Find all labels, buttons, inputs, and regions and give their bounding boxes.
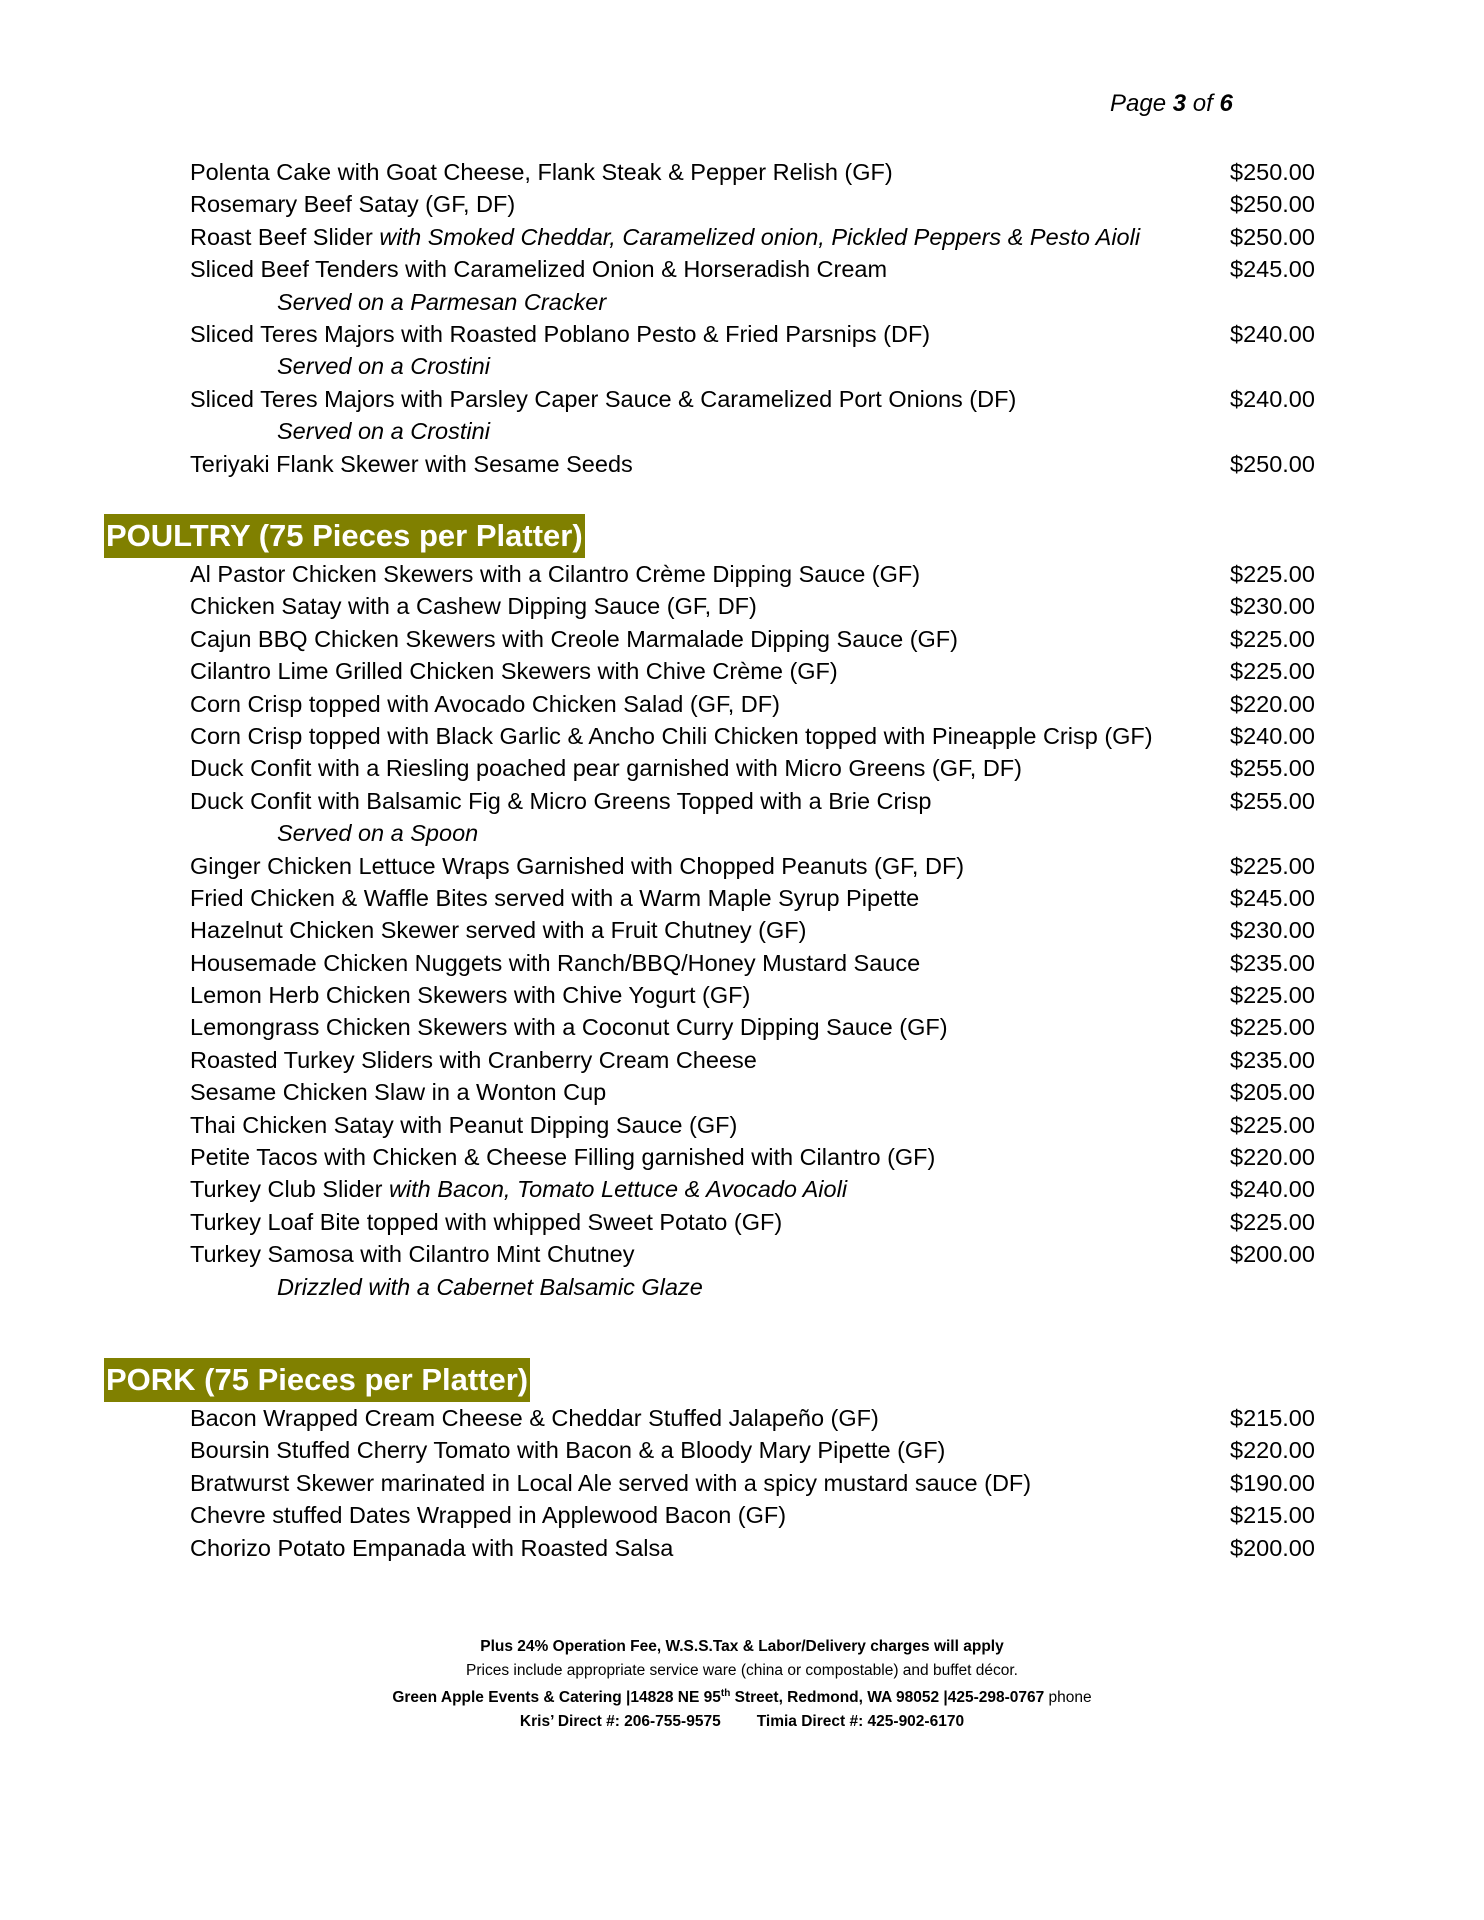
menu-item [190, 448, 1330, 480]
menu-item-price: $240.00 [1230, 1176, 1315, 1203]
menu-item [190, 1109, 1330, 1141]
footer-fees-note: Plus 24% Operation Fee, W.S.S.Tax & Labor/Delivery charges will apply [480, 1638, 1004, 1655]
menu-item [190, 785, 1330, 817]
page-label: Page [1110, 90, 1167, 117]
menu-item-name: Boursin Stuffed Cherry Tomato with Bacon & a Bloody Mary Pipette (GF) [190, 1437, 946, 1464]
poultry-section-heading: POULTRY (75 Pieces per Platter) [104, 514, 585, 558]
menu-item-price: $220.00 [1230, 1437, 1315, 1464]
menu-item-name: Petite Tacos with Chicken & Cheese Filling garnished with Cilantro (GF) [190, 1144, 936, 1171]
menu-item-price: $245.00 [1230, 884, 1315, 911]
menu-item [190, 1434, 1330, 1466]
menu-item-name: Corn Crisp topped with Black Garlic & Ancho Chili Chicken topped with Pineapple Crisp (GF) [190, 722, 1153, 749]
menu-item-name: Fried Chicken & Waffle Bites served with a Warm Maple Syrup Pipette [190, 884, 920, 911]
menu-item [190, 1076, 1330, 1108]
menu-item-name: Teriyaki Flank Skewer with Sesame Seeds [190, 450, 633, 477]
menu-item-price: $200.00 [1230, 1534, 1315, 1561]
menu-item [190, 655, 1330, 687]
menu-item-price: $220.00 [1230, 1144, 1315, 1171]
serving-note-text: Served on a Spoon [277, 820, 479, 847]
menu-item-name: Sliced Teres Majors with Roasted Poblano Pesto & Fried Parsnips (DF) [190, 320, 931, 347]
menu-item-name: Chevre stuffed Dates Wrapped in Applewood Bacon (GF) [190, 1502, 787, 1529]
footer-address: Green Apple Events & Catering |14828 NE 95th Street, Redmond, WA 98052 |425-298-0767 phone [392, 1688, 1092, 1707]
menu-item-price: $200.00 [1230, 1241, 1315, 1268]
footer-direct-numbers: Kris’ Direct #: 206-755-9575 Timia Direct #: 425-902-6170 [519, 1712, 965, 1730]
menu-item-name: Housemade Chicken Nuggets with Ranch/BBQ/Honey Mustard Sauce [190, 949, 921, 976]
menu-item-price: $225.00 [1230, 561, 1315, 587]
menu-item-price: $230.00 [1230, 593, 1315, 620]
menu-item-price: $225.00 [1230, 852, 1315, 879]
menu-item [190, 914, 1330, 946]
menu-item-name: Turkey Samosa with Cilantro Mint Chutney [190, 1241, 635, 1268]
menu-item-price: $245.00 [1230, 256, 1315, 283]
menu-item-name: Hazelnut Chicken Skewer served with a Fruit Chutney (GF) [190, 917, 807, 944]
menu-item [190, 318, 1330, 350]
poultry-item-list [190, 558, 1330, 1303]
menu-item-price: $240.00 [1230, 320, 1315, 347]
footer [0, 1635, 1484, 1733]
page-number [1110, 90, 1233, 118]
menu-item-name: Duck Confit with a Riesling poached pear garnished with Micro Greens (GF, DF) [190, 755, 1022, 782]
menu-item-price: $240.00 [1230, 385, 1315, 412]
menu-item-price: $235.00 [1230, 949, 1315, 976]
menu-item [190, 623, 1330, 655]
menu-item-name: Lemongrass Chicken Skewers with a Coconut Curry Dipping Sauce (GF) [190, 1014, 948, 1041]
item-serving-note [190, 817, 1330, 849]
menu-item-name: Cilantro Lime Grilled Chicken Skewers with Chive Crème (GF) [190, 658, 838, 685]
pork-item-list [190, 1402, 1330, 1564]
footer-service-note: Prices include appropriate service ware (china or compostable) and buffet décor. [466, 1661, 1018, 1679]
menu-item-name: Chorizo Potato Empanada with Roasted Salsa [190, 1534, 674, 1561]
menu-item-name: Duck Confit with Balsamic Fig & Micro Greens Topped with a Brie Crisp [190, 787, 932, 814]
menu-item-name: Sliced Beef Tenders with Caramelized Onion & Horseradish Cream [190, 256, 888, 283]
menu-item-price: $255.00 [1230, 787, 1315, 814]
menu-item-price: $215.00 [1230, 1502, 1315, 1529]
menu-item [190, 156, 1330, 188]
menu-item-price: $230.00 [1230, 917, 1315, 944]
menu-item-name: Lemon Herb Chicken Skewers with Chive Yogurt (GF) [190, 982, 751, 1009]
menu-item [190, 882, 1330, 914]
serving-note-text: Drizzled with a Cabernet Balsamic Glaze [277, 1273, 703, 1300]
menu-item-price: $250.00 [1230, 450, 1315, 477]
menu-item-price: $225.00 [1230, 1208, 1315, 1235]
menu-item-name: Polenta Cake with Goat Cheese, Flank Steak & Pepper Relish (GF) [190, 159, 893, 185]
menu-item [190, 947, 1330, 979]
menu-item [190, 558, 1330, 590]
menu-item-price: $225.00 [1230, 658, 1315, 685]
menu-item-description: with Bacon, Tomato Lettuce & Avocado Aioli [388, 1176, 848, 1203]
menu-item-price: $225.00 [1230, 1014, 1315, 1041]
serving-note-text: Served on a Crostini [277, 353, 490, 380]
menu-item-price: $220.00 [1230, 690, 1315, 717]
menu-item [190, 1011, 1330, 1043]
beef-item-list [190, 156, 1330, 480]
menu-item [190, 1402, 1330, 1434]
menu-item [190, 1238, 1330, 1270]
menu-item-description: with Smoked Cheddar, Caramelized onion, Pickled Peppers & Pesto Aioli [379, 223, 1141, 250]
menu-item [190, 383, 1330, 415]
menu-item [190, 221, 1330, 253]
menu-item [190, 1044, 1330, 1076]
menu-item [190, 1532, 1330, 1564]
page-of: of [1192, 90, 1213, 117]
menu-item-price: $235.00 [1230, 1046, 1315, 1073]
serving-note-text: Served on a Crostini [277, 418, 490, 445]
menu-item-name: Roast Beef Slider with Smoked Cheddar, Caramelized onion, Pickled Peppers & Pesto Aioli [190, 223, 1141, 250]
menu-item-name: Sliced Teres Majors with Parsley Caper Sauce & Caramelized Port Onions (DF) [190, 385, 1017, 412]
menu-item-price: $250.00 [1230, 191, 1315, 218]
page-total: 6 [1219, 90, 1233, 117]
menu-item-price: $250.00 [1230, 223, 1315, 250]
menu-item-name: Turkey Club Slider with Bacon, Tomato Lettuce & Avocado Aioli [190, 1176, 848, 1203]
menu-item [190, 720, 1330, 752]
page-current: 3 [1172, 90, 1187, 117]
menu-item-price: $250.00 [1230, 159, 1315, 185]
menu-item [190, 850, 1330, 882]
menu-item-name: Al Pastor Chicken Skewers with a Cilantro Crème Dipping Sauce (GF) [190, 561, 921, 587]
menu-item-name: Turkey Loaf Bite topped with whipped Sweet Potato (GF) [190, 1208, 783, 1235]
menu-item-name: Ginger Chicken Lettuce Wraps Garnished with Chopped Peanuts (GF, DF) [190, 852, 965, 879]
menu-item-name: Roasted Turkey Sliders with Cranberry Cream Cheese [190, 1046, 757, 1073]
serving-note-text: Served on a Parmesan Cracker [277, 288, 607, 315]
menu-item-name: Thai Chicken Satay with Peanut Dipping Sauce (GF) [190, 1111, 738, 1138]
menu-item [190, 688, 1330, 720]
menu-item-price: $225.00 [1230, 625, 1315, 652]
item-serving-note [190, 350, 1330, 382]
menu-item-price: $205.00 [1230, 1079, 1315, 1106]
menu-item [190, 1206, 1330, 1238]
menu-item [190, 590, 1330, 622]
menu-item-price: $225.00 [1230, 982, 1315, 1009]
menu-item-price: $215.00 [1230, 1405, 1315, 1431]
item-serving-note [190, 415, 1330, 447]
menu-item [190, 1467, 1330, 1499]
menu-item [190, 752, 1330, 784]
menu-item-name: Sesame Chicken Slaw in a Wonton Cup [190, 1079, 607, 1106]
menu-item-name: Cajun BBQ Chicken Skewers with Creole Marmalade Dipping Sauce (GF) [190, 625, 958, 652]
menu-item-price: $225.00 [1230, 1111, 1315, 1138]
menu-item-name: Rosemary Beef Satay (GF, DF) [190, 191, 516, 218]
menu-item-name: Bratwurst Skewer marinated in Local Ale served with a spicy mustard sauce (DF) [190, 1469, 1032, 1496]
menu-item-price: $240.00 [1230, 722, 1315, 749]
menu-item-name: Bacon Wrapped Cream Cheese & Cheddar Stuffed Jalapeño (GF) [190, 1405, 879, 1431]
menu-item [190, 1141, 1330, 1173]
menu-item [190, 253, 1330, 285]
item-serving-note [190, 286, 1330, 318]
menu-item-price: $190.00 [1230, 1469, 1315, 1496]
menu-item [190, 1173, 1330, 1205]
menu-item-name: Corn Crisp topped with Avocado Chicken Salad (GF, DF) [190, 690, 780, 717]
menu-item [190, 188, 1330, 220]
menu-item [190, 1499, 1330, 1531]
menu-item-price: $255.00 [1230, 755, 1315, 782]
menu-item [190, 979, 1330, 1011]
menu-item-name: Chicken Satay with a Cashew Dipping Sauce (GF, DF) [190, 593, 757, 620]
item-serving-note [190, 1271, 1330, 1303]
pork-section-heading: PORK (75 Pieces per Platter) [104, 1358, 530, 1402]
